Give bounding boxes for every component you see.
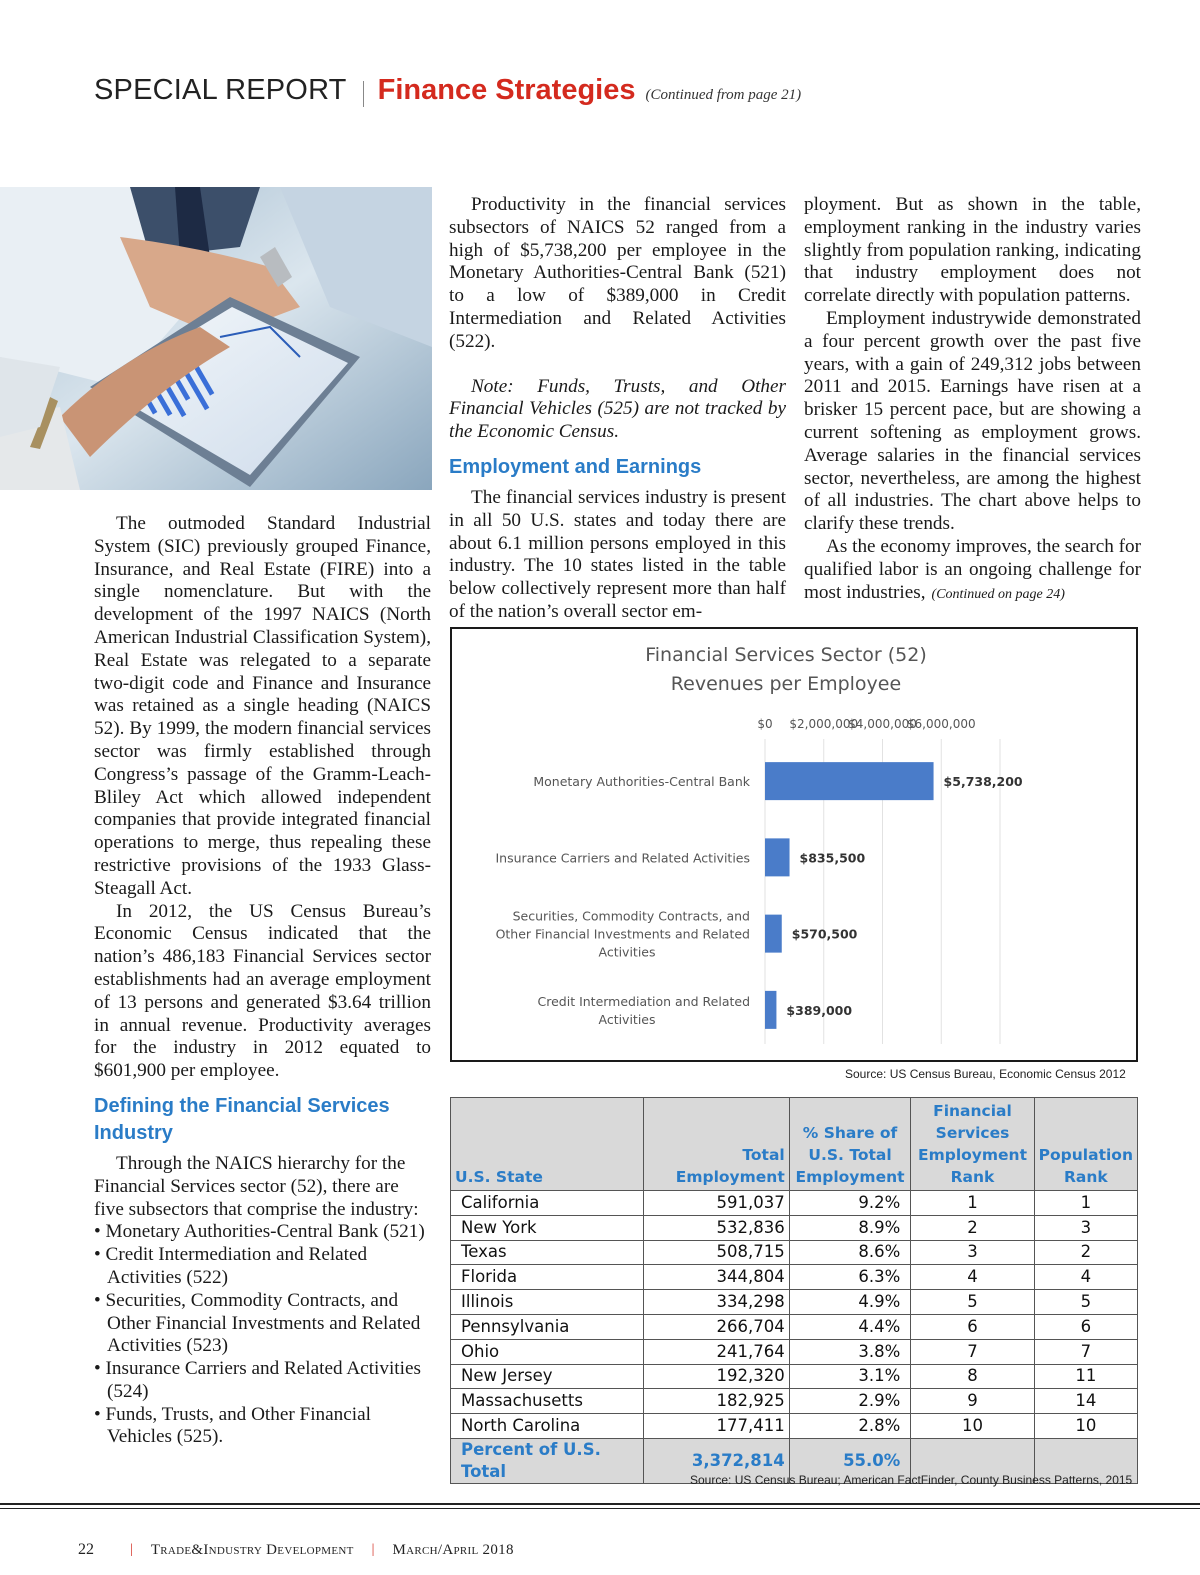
cell-fs-rank: 5 bbox=[911, 1290, 1034, 1315]
chart-category-label: Securities, Commodity Contracts, and bbox=[512, 908, 750, 924]
cell-total-employment: 3,372,814 bbox=[644, 1438, 790, 1483]
header-line: U.S. State bbox=[455, 1168, 543, 1186]
cell-total-employment: 241,764 bbox=[644, 1339, 790, 1364]
cell-total-employment: 591,037 bbox=[644, 1191, 790, 1216]
cell-share: 8.6% bbox=[789, 1240, 911, 1265]
cell-fs-rank: 1 bbox=[911, 1191, 1034, 1216]
header-line: Financial bbox=[933, 1102, 1012, 1120]
body-paragraph: Through the NAICS hierarchy for the Financial Services sector (52), there are five subsectors that comprise the industry: bbox=[94, 1152, 419, 1220]
body-paragraph: ployment. But as shown in the table, employment ranking in the industry varies slightly from population ranking, indicating that industry employment does not correlate directly with population patterns. bbox=[804, 194, 1141, 307]
body-text: As the economy improves, the search for qualified labor is an ongoing challenge for most industries, bbox=[804, 535, 1141, 603]
article-column-1 bbox=[94, 513, 431, 1449]
cell-share: 4.4% bbox=[789, 1314, 911, 1339]
cell-pop-rank: 5 bbox=[1034, 1290, 1137, 1315]
table-row bbox=[451, 1290, 1138, 1315]
article-column-3 bbox=[804, 194, 1141, 606]
cell-fs-rank: 3 bbox=[911, 1240, 1034, 1265]
body-paragraph: The financial services industry is present in all 50 U.S. states and today there are about 6.1 million persons employed in this industry. The 10 states listed in the table below collectively represent more than half of the nation’s overall sector em- bbox=[449, 486, 786, 622]
chart-bar bbox=[765, 991, 776, 1029]
continued-from-note: (Continued from page 21) bbox=[645, 87, 802, 103]
section-label: SPECIAL REPORT bbox=[94, 74, 347, 106]
chart-title: Financial Services Sector (52) bbox=[645, 644, 927, 666]
footer-rule bbox=[0, 1508, 1200, 1509]
section-subhead: Employment and Earnings bbox=[449, 455, 702, 478]
article-photo bbox=[0, 187, 432, 490]
chart-canvas bbox=[452, 629, 1136, 1060]
footer-rule bbox=[0, 1503, 1200, 1505]
list-item: • Securities, Commodity Contracts, and Other Financial Investments and Related Activities (523) bbox=[94, 1290, 431, 1358]
page-header bbox=[94, 74, 801, 114]
cell-state: Illinois bbox=[451, 1290, 644, 1315]
header-line: % Share of bbox=[802, 1124, 898, 1142]
section-subhead: Defining the Financial Services Industry bbox=[94, 1094, 390, 1144]
cell-pop-rank: 2 bbox=[1034, 1240, 1137, 1265]
cell-total-employment: 266,704 bbox=[644, 1314, 790, 1339]
cell-share: 6.3% bbox=[789, 1265, 911, 1290]
header-line: U.S. Total bbox=[808, 1146, 892, 1164]
cell-total-employment: 182,925 bbox=[644, 1389, 790, 1414]
cell-pop-rank: 11 bbox=[1034, 1364, 1137, 1389]
table-source: Source: US Census Bureau; American FactFinder, County Business Patterns, 2015 bbox=[690, 1473, 1133, 1487]
header-line: Employment bbox=[917, 1146, 1027, 1164]
table-row bbox=[451, 1339, 1138, 1364]
cell-fs-rank: 9 bbox=[911, 1389, 1034, 1414]
body-paragraph: In 2012, the US Census Bureau’s Economic Census indicated that the nation’s 486,183 Financial Services sector establishments had an average employment of 13 persons and generated $3.64 trillion in annual revenue. Productivity averages for the industry in 2012 equated to $601,900 per employee. bbox=[94, 900, 431, 1082]
cell-share: 55.0% bbox=[789, 1438, 911, 1483]
continued-on-note: (Continued on page 24) bbox=[931, 586, 1065, 602]
page-footer bbox=[78, 1541, 514, 1559]
footer-divider: | bbox=[371, 1542, 375, 1557]
cell-pop-rank: 6 bbox=[1034, 1314, 1137, 1339]
cell-pop-rank: 3 bbox=[1034, 1215, 1137, 1240]
cell-fs-rank: 6 bbox=[911, 1314, 1034, 1339]
cell-share: 2.9% bbox=[789, 1389, 911, 1414]
revenue-chart bbox=[450, 627, 1138, 1062]
header-total-employment bbox=[644, 1098, 790, 1191]
cell-state: North Carolina bbox=[451, 1414, 644, 1439]
cell-state: Ohio bbox=[451, 1339, 644, 1364]
header-line: Rank bbox=[1063, 1168, 1108, 1186]
cell-share: 4.9% bbox=[789, 1290, 911, 1315]
cell-share: 3.8% bbox=[789, 1339, 911, 1364]
page-number: 22 bbox=[78, 1541, 94, 1558]
chart-x-tick-label: $0 bbox=[757, 717, 773, 731]
issue-date: March/April 2018 bbox=[392, 1541, 514, 1558]
chart-category-label: Other Financial Investments and Related bbox=[495, 926, 750, 942]
table-row bbox=[451, 1240, 1138, 1265]
chart-category-label: Credit Intermediation and Related bbox=[537, 993, 750, 1009]
header-fs-rank bbox=[911, 1098, 1034, 1191]
table-row bbox=[451, 1314, 1138, 1339]
header-line: Total bbox=[742, 1146, 785, 1164]
cell-total-employment: 532,836 bbox=[644, 1215, 790, 1240]
header-line: Rank bbox=[950, 1168, 995, 1186]
cell-total-employment: 192,320 bbox=[644, 1364, 790, 1389]
cell-state: Texas bbox=[451, 1240, 644, 1265]
chart-subtitle: Revenues per Employee bbox=[670, 673, 902, 695]
cell-fs-rank: 2 bbox=[911, 1215, 1034, 1240]
cell-fs-rank: 10 bbox=[911, 1414, 1034, 1439]
cell-total-employment: 508,715 bbox=[644, 1240, 790, 1265]
list-item: • Insurance Carriers and Related Activities (524) bbox=[94, 1358, 431, 1404]
subsector-list bbox=[94, 1221, 431, 1449]
header-line: Population bbox=[1038, 1146, 1133, 1164]
cell-state: Percent of U.S. Total bbox=[451, 1438, 644, 1483]
chart-source: Source: US Census Bureau, Economic Census 2012 bbox=[845, 1067, 1126, 1081]
body-paragraph bbox=[804, 536, 1141, 606]
body-paragraph: The outmoded Standard Industrial System (SIC) previously grouped Finance, Insurance, and Real Estate (FIRE) into a single nomenclature. But with the development of the 1997 NAICS (North American Industrial Classification System), Real Estate was relegated to a separate two-digit code and Finance and Insurance was retained as a single heading (NAICS 52). By 1999, the modern financial services sector was firmly established through Congress’s passage of the Gramm-Leach-Bliley Act which allowed independent companies that provide integrated financial operations to merge, thus repealing these restrictive provisions of the 1933 Glass-Steagall Act. bbox=[94, 513, 431, 899]
table-row bbox=[451, 1215, 1138, 1240]
footer-divider: | bbox=[130, 1542, 133, 1557]
table-row bbox=[451, 1364, 1138, 1389]
body-paragraph: Productivity in the financial services subsectors of NAICS 52 ranged from a high of $5,738,200 per employee in the Monetary Authorities-Central Bank (521) to a low of $389,000 in Credit Intermediation and Related Activities (522). bbox=[449, 194, 786, 352]
chart-data-label: $389,000 bbox=[786, 1002, 853, 1018]
note-paragraph: Note: Funds, Trusts, and Other Financial Vehicles (525) are not tracked by the Economic Census. bbox=[449, 375, 786, 443]
cell-fs-rank: 7 bbox=[911, 1339, 1034, 1364]
table-row bbox=[451, 1265, 1138, 1290]
table-row bbox=[451, 1389, 1138, 1414]
header-pop-rank bbox=[1034, 1098, 1137, 1191]
cell-fs-rank: 8 bbox=[911, 1364, 1034, 1389]
list-item: • Funds, Trusts, and Other Financial Vehicles (525). bbox=[94, 1404, 431, 1450]
cell-state: Pennsylvania bbox=[451, 1314, 644, 1339]
chart-data-label: $570,500 bbox=[791, 926, 858, 942]
chart-x-tick-label: $2,000,000 bbox=[789, 717, 859, 731]
cell-state: California bbox=[451, 1191, 644, 1216]
header-line: Employment bbox=[675, 1168, 785, 1186]
cell-share: 9.2% bbox=[789, 1191, 911, 1216]
cell-total-employment: 177,411 bbox=[644, 1414, 790, 1439]
header-line: Employment bbox=[795, 1168, 905, 1186]
table-header-row bbox=[451, 1098, 1138, 1191]
cell-fs-rank: 4 bbox=[911, 1265, 1034, 1290]
list-item: • Credit Intermediation and Related Activities (522) bbox=[94, 1244, 431, 1290]
cell-share: 8.9% bbox=[789, 1215, 911, 1240]
table-row bbox=[451, 1414, 1138, 1439]
cell-total-employment: 334,298 bbox=[644, 1290, 790, 1315]
cell-pop-rank: 10 bbox=[1034, 1414, 1137, 1439]
chart-data-label: $5,738,200 bbox=[943, 774, 1023, 790]
cell-state: Florida bbox=[451, 1265, 644, 1290]
list-item: • Monetary Authorities-Central Bank (521) bbox=[94, 1221, 431, 1244]
body-paragraph: Employment industrywide demonstrated a four percent growth over the past five years, with a gain of 249,312 jobs between 2011 and 2015. Earnings have risen at a brisker 15 percent pace, but are showing a current softening as employment grows. Average salaries in the financial services sector, nevertheless, are among the highest of all industries. The chart above helps to clarify these trends. bbox=[804, 307, 1141, 535]
chart-x-tick-label: $6,000,000 bbox=[906, 717, 976, 731]
cell-state: New Jersey bbox=[451, 1364, 644, 1389]
cell-state: Massachusetts bbox=[451, 1389, 644, 1414]
cell-pop-rank: 1 bbox=[1034, 1191, 1137, 1216]
chart-category-label: Monetary Authorities-Central Bank bbox=[533, 774, 750, 790]
chart-x-tick-label: $4,000,000 bbox=[848, 717, 917, 731]
chart-category-label: Activities bbox=[598, 944, 656, 960]
cell-share: 2.8% bbox=[789, 1414, 911, 1439]
cell-state: New York bbox=[451, 1215, 644, 1240]
header-line: Services bbox=[935, 1124, 1010, 1142]
chart-category-label: Insurance Carriers and Related Activities bbox=[495, 850, 750, 866]
cell-total-employment: 344,804 bbox=[644, 1265, 790, 1290]
cell-pop-rank: 7 bbox=[1034, 1339, 1137, 1364]
state-employment-table bbox=[450, 1097, 1138, 1484]
header-share bbox=[789, 1098, 911, 1191]
publication-name: Trade&Industry Development bbox=[150, 1541, 354, 1558]
header-divider bbox=[363, 81, 364, 107]
chart-data-label: $835,500 bbox=[799, 850, 866, 866]
chart-bar bbox=[765, 915, 782, 953]
chart-category-label: Activities bbox=[598, 1011, 656, 1027]
header-state bbox=[451, 1098, 644, 1191]
cell-share: 3.1% bbox=[789, 1364, 911, 1389]
table-row bbox=[451, 1191, 1138, 1216]
chart-bar bbox=[765, 762, 934, 800]
chart-bar bbox=[765, 838, 790, 876]
page-title: Finance Strategies bbox=[377, 74, 636, 106]
article-column-2 bbox=[449, 194, 786, 624]
cell-pop-rank: 14 bbox=[1034, 1389, 1137, 1414]
cell-pop-rank: 4 bbox=[1034, 1265, 1137, 1290]
